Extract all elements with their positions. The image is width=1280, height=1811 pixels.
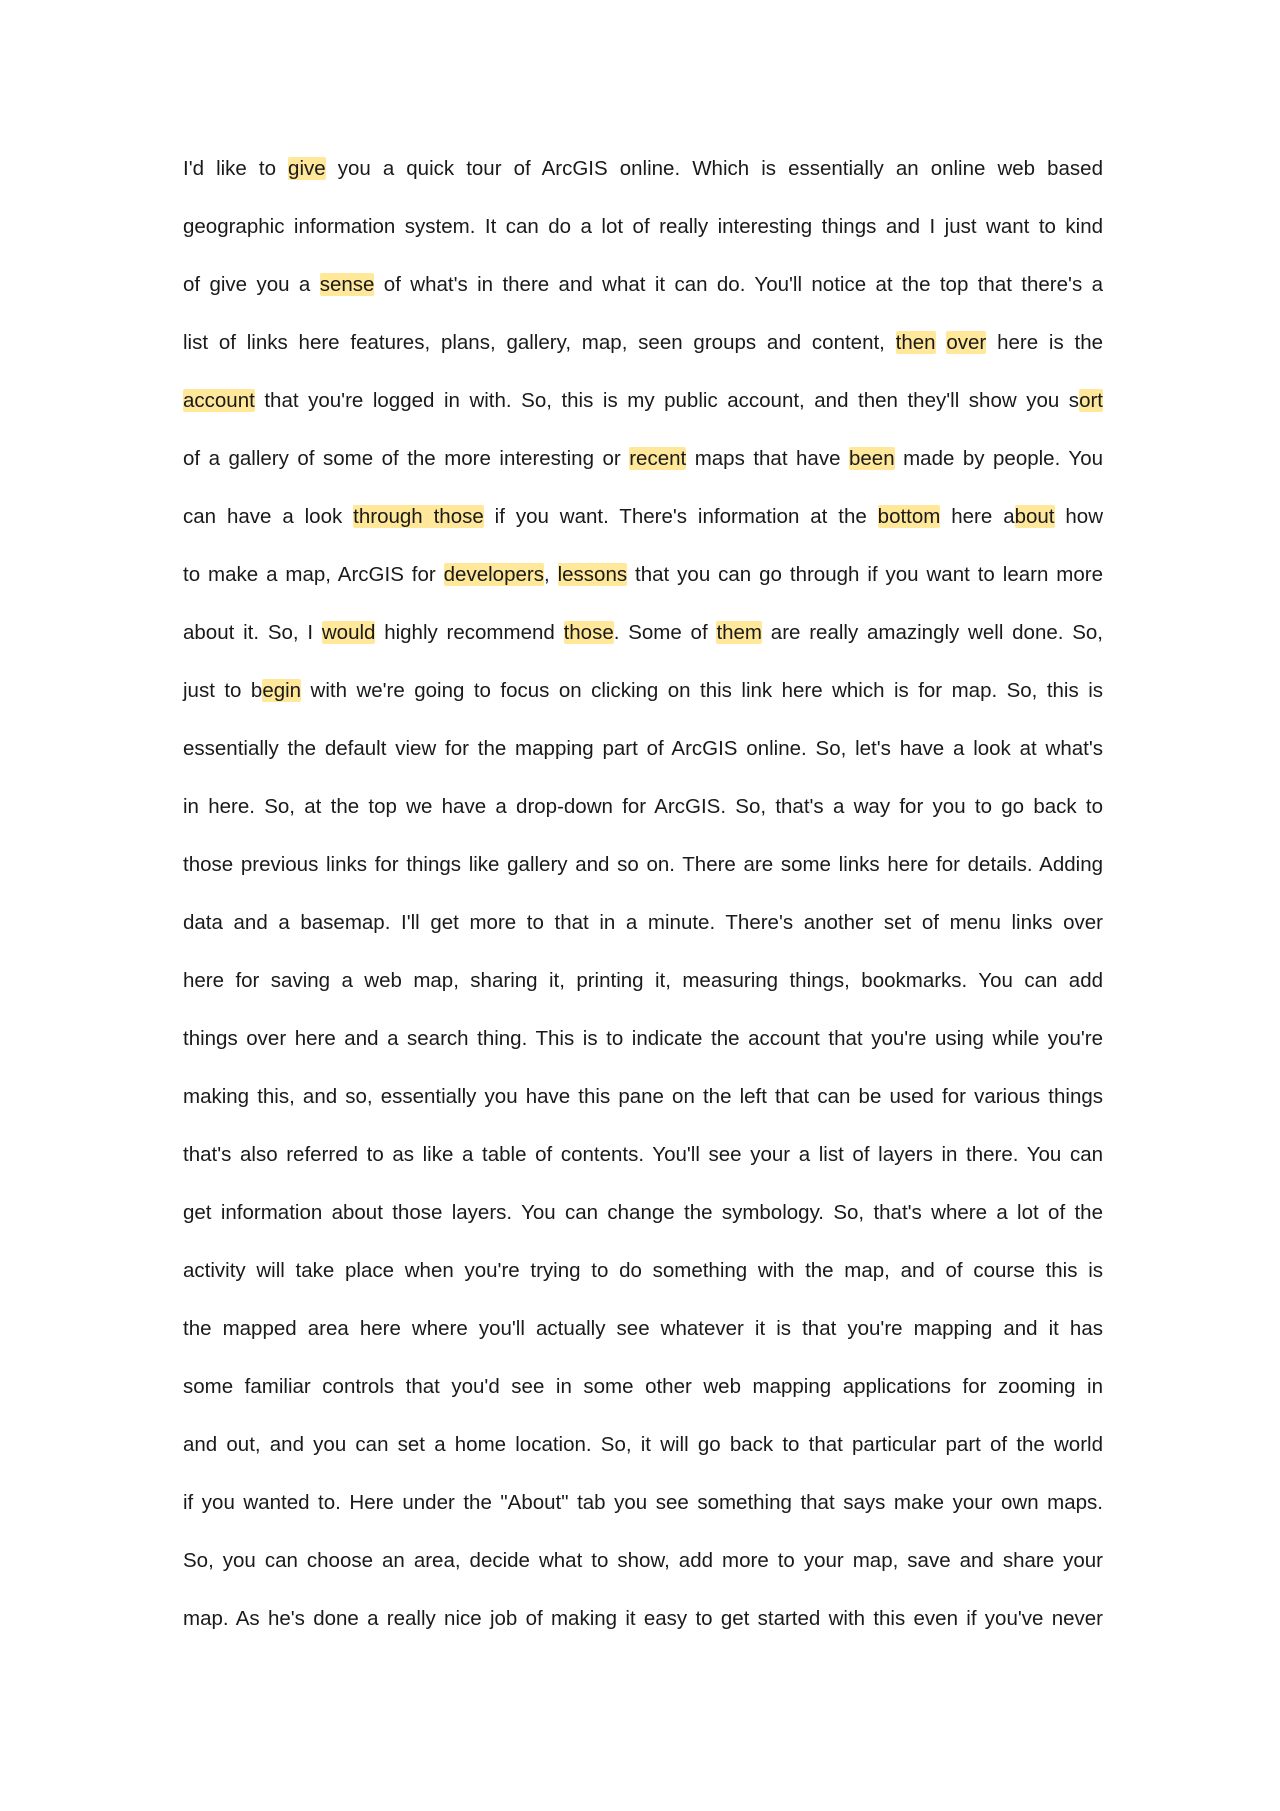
highlighted-word: over	[946, 331, 987, 354]
text-segment: making this, and so, essentially you have this pane on the left that can be used for various things	[183, 1085, 1103, 1108]
transcript-line	[183, 840, 1103, 898]
text-segment: if you want. There's information at the	[483, 505, 878, 528]
text-segment: map. As he's done a really nice job of making it easy to get started with this even if you've never	[183, 1607, 1103, 1630]
text-segment: maps that have	[686, 447, 849, 470]
text-segment: some familiar controls that you'd see in some other web mapping applications for zooming in	[183, 1375, 1103, 1398]
highlighted-word: give	[288, 157, 326, 180]
text-segment: to make a map, ArcGIS for	[183, 563, 444, 586]
transcript-line	[183, 666, 1103, 724]
text-segment: here is the	[986, 331, 1103, 354]
transcript-line	[183, 318, 1103, 376]
text-segment: that you're logged in with. So, this is my public account, and then they'll show you s	[254, 389, 1080, 412]
transcript-line	[183, 724, 1103, 782]
transcript-line	[183, 956, 1103, 1014]
transcript-line	[183, 1246, 1103, 1304]
text-segment	[936, 331, 947, 354]
transcript-line	[183, 1304, 1103, 1362]
transcript-line	[183, 898, 1103, 956]
text-segment: are really amazingly well done. So,	[762, 621, 1104, 644]
text-segment: about it. So, I	[183, 621, 322, 644]
transcript-line	[183, 550, 1103, 608]
transcript-line	[183, 260, 1103, 318]
transcript-body	[183, 144, 1103, 1652]
highlighted-word: sense	[319, 273, 375, 296]
transcript-line	[183, 144, 1103, 202]
text-segment: highly recommend	[375, 621, 564, 644]
transcript-line	[183, 376, 1103, 434]
transcript-line	[183, 1130, 1103, 1188]
text-segment: the mapped area here where you'll actually see whatever it is that you're mapping and it has	[183, 1317, 1103, 1340]
text-segment: of a gallery of some of the more interesting or	[183, 447, 630, 470]
transcript-line	[183, 1536, 1103, 1594]
text-segment: how	[1054, 505, 1104, 528]
text-segment: made by people. You	[894, 447, 1103, 470]
text-segment: list of links here features, plans, gallery, map, seen groups and content,	[183, 331, 896, 354]
text-segment: you a quick tour of ArcGIS online. Which is essentially an online web based	[325, 157, 1103, 180]
transcript-line	[183, 1420, 1103, 1478]
text-segment: with we're going to focus on clicking on this link here which is for map. So, this is	[301, 679, 1103, 702]
transcript-line	[183, 1478, 1103, 1536]
text-segment: ,	[543, 563, 558, 586]
highlighted-word: bout	[1014, 505, 1055, 528]
highlighted-word: been	[848, 447, 895, 470]
text-segment: get information about those layers. You can change the symbology. So, that's where a lot of the	[183, 1201, 1103, 1224]
text-segment: geographic information system. It can do a lot of really interesting things and I just want to kind	[183, 215, 1103, 238]
highlighted-word: then	[895, 331, 936, 354]
text-segment: if you wanted to. Here under the "About" tab you see something that says make your own maps.	[183, 1491, 1103, 1514]
text-segment: things over here and a search thing. This is to indicate the account that you're using while you're	[183, 1027, 1103, 1050]
text-segment: activity will take place when you're trying to do something with the map, and of course this is	[183, 1259, 1103, 1282]
transcript-line	[183, 492, 1103, 550]
highlighted-word: through those	[353, 505, 484, 528]
text-segment: here for saving a web map, sharing it, printing it, measuring things, bookmarks. You can add	[183, 969, 1103, 992]
highlighted-word: those	[563, 621, 614, 644]
transcript-line	[183, 608, 1103, 666]
highlighted-word: account	[183, 389, 255, 412]
highlighted-word: lessons	[557, 563, 628, 586]
text-segment: here a	[940, 505, 1015, 528]
text-segment: I'd like to	[183, 157, 289, 180]
text-segment: just to b	[183, 679, 263, 702]
text-segment: that you can go through if you want to learn more	[627, 563, 1103, 586]
text-segment: of what's in there and what it can do. You'll notice at the top that there's a	[374, 273, 1103, 296]
highlighted-word: developers	[443, 563, 544, 586]
highlighted-word: egin	[262, 679, 302, 702]
text-segment: of give you a	[183, 273, 320, 296]
transcript-line	[183, 782, 1103, 840]
transcript-line	[183, 1594, 1103, 1652]
transcript-line	[183, 1072, 1103, 1130]
text-segment: . Some of	[613, 621, 717, 644]
highlighted-word: recent	[629, 447, 687, 470]
highlighted-word: them	[716, 621, 763, 644]
text-segment: those previous links for things like gallery and so on. There are some links here for details. Adding	[183, 853, 1103, 876]
highlighted-word: bottom	[877, 505, 941, 528]
transcript-line	[183, 1188, 1103, 1246]
transcript-line	[183, 1014, 1103, 1072]
text-segment: and out, and you can set a home location. So, it will go back to that particular part of the world	[183, 1433, 1103, 1456]
text-segment: in here. So, at the top we have a drop-down for ArcGIS. So, that's a way for you to go back to	[183, 795, 1103, 818]
text-segment: data and a basemap. I'll get more to that in a minute. There's another set of menu links over	[183, 911, 1103, 934]
text-segment: can have a look	[183, 505, 354, 528]
text-segment: that's also referred to as like a table of contents. You'll see your a list of layers in there. You can	[183, 1143, 1103, 1166]
transcript-line	[183, 202, 1103, 260]
transcript-line	[183, 1362, 1103, 1420]
text-segment: So, you can choose an area, decide what to show, add more to your map, save and share your	[183, 1549, 1103, 1572]
transcript-line	[183, 434, 1103, 492]
highlighted-word: would	[321, 621, 376, 644]
highlighted-word: ort	[1079, 389, 1103, 412]
text-segment: essentially the default view for the mapping part of ArcGIS online. So, let's have a look at what's	[183, 737, 1103, 760]
